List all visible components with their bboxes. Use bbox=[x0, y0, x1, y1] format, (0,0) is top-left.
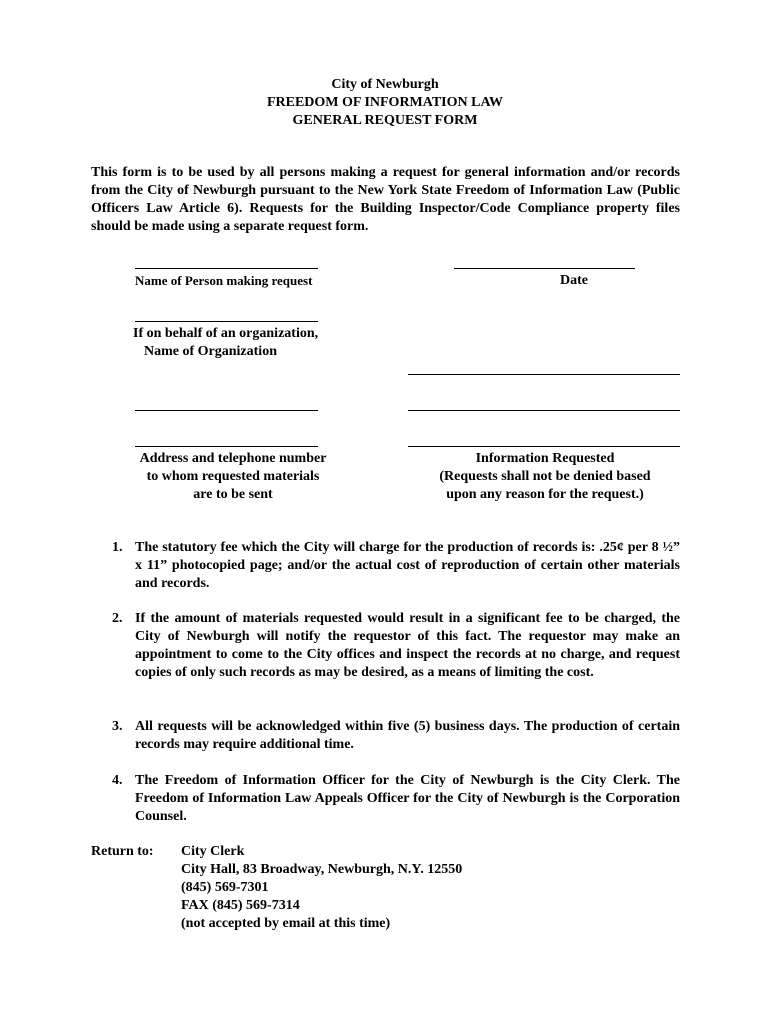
list-item-text: If the amount of materials requested would result in a significant fee to be charged, the City of Newburgh will notify the requestor of this fact. The requestor may make an appointment to come to the City offices and inspect the records at no charge, and request copies of only such records as may be desired, as a means of limiting the cost. bbox=[135, 611, 680, 680]
address-input-line-1[interactable] bbox=[135, 410, 318, 411]
header-law: FREEDOM OF INFORMATION LAW bbox=[266, 95, 504, 110]
organization-label-line1: If on behalf of an organization, bbox=[133, 326, 319, 341]
name-input-line[interactable] bbox=[135, 268, 318, 269]
information-input-line-1[interactable] bbox=[408, 374, 680, 375]
header-form-title: GENERAL REQUEST FORM bbox=[292, 113, 478, 128]
list-item-number: 1. bbox=[112, 540, 123, 555]
organization-label-line2: Name of Organization bbox=[144, 344, 277, 359]
return-fax: FAX (845) 569-7314 bbox=[181, 898, 300, 913]
return-address bbox=[181, 843, 462, 933]
information-label bbox=[404, 450, 686, 504]
information-label-line2: (Requests shall not be denied based bbox=[439, 469, 651, 484]
name-label: Name of Person making request bbox=[135, 273, 313, 288]
list-item-3 bbox=[91, 718, 680, 754]
list-item-text: The Freedom of Information Officer for the City of Newburgh is the City Clerk. The Freedom of Information Law Appeals Officer for the City of Newburgh is the Corporation Counsel. bbox=[135, 773, 680, 824]
address-input-line-2[interactable] bbox=[135, 446, 318, 447]
return-to-label: Return to: bbox=[91, 844, 154, 859]
address-label bbox=[118, 450, 348, 504]
list-item-text: The statutory fee which the City will charge for the production of records is: .25¢ per 8 ½” x 11” photocopied page; and/or the actual cost of reproduction of certain other materials and records. bbox=[135, 540, 680, 591]
list-item-text: All requests will be acknowledged within five (5) business days. The production of certain records may require additional time. bbox=[135, 719, 680, 752]
list-item-4 bbox=[91, 772, 680, 826]
address-label-line3: are to be sent bbox=[193, 487, 273, 502]
return-email-note: (not accepted by email at this time) bbox=[181, 916, 391, 931]
address-label-line2: to whom requested materials bbox=[146, 469, 320, 484]
list-item-2 bbox=[91, 610, 680, 682]
list-item-number: 3. bbox=[112, 719, 123, 734]
list-item-number: 2. bbox=[112, 611, 123, 626]
information-input-line-2[interactable] bbox=[408, 410, 680, 411]
return-phone: (845) 569-7301 bbox=[181, 880, 269, 895]
information-label-line3: upon any reason for the request.) bbox=[446, 487, 644, 502]
date-input-line[interactable] bbox=[454, 268, 635, 269]
list-item-number: 4. bbox=[112, 773, 123, 788]
organization-input-line[interactable] bbox=[135, 321, 318, 322]
information-label-line1: Information Requested bbox=[475, 451, 615, 466]
intro-paragraph: This form is to be used by all persons making a request for general information and/or records from the City of Newburgh pursuant to the New York State Freedom of Information Law (Public Officers Law Article 6). Requests for the Building Inspector/Code Compliance property files should be made using a separate request form. bbox=[91, 165, 680, 234]
address-label-line1: Address and telephone number bbox=[139, 451, 327, 466]
date-label: Date bbox=[560, 273, 588, 288]
list-item-1 bbox=[91, 539, 680, 593]
return-street-address: City Hall, 83 Broadway, Newburgh, N.Y. 12550 bbox=[181, 862, 463, 877]
return-clerk: City Clerk bbox=[181, 844, 245, 859]
form-header bbox=[0, 76, 770, 130]
header-city: City of Newburgh bbox=[331, 77, 439, 92]
information-input-line-3[interactable] bbox=[408, 446, 680, 447]
